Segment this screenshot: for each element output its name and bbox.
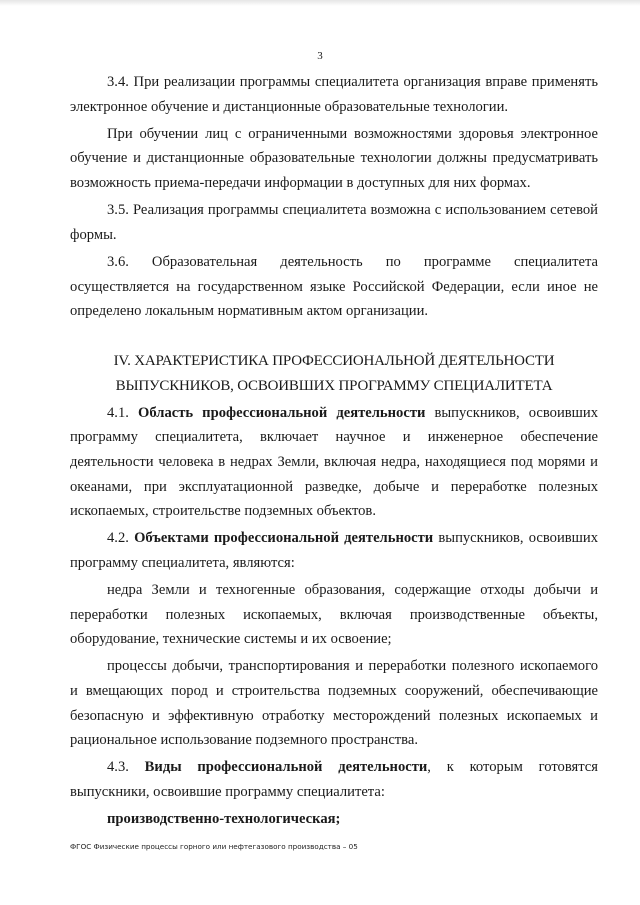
- paragraph-4-3: [70, 755, 598, 804]
- list-item-production: [70, 807, 598, 832]
- paragraph-4-2-term: Объектами профессиональной деятельности: [134, 530, 434, 547]
- paragraph-4-3-term: Виды профессиональной деятельности: [144, 759, 428, 776]
- activity-type-production: производственно-технологическая;: [107, 811, 341, 828]
- paragraph-4-3-text: , к которым готовятся выпускники, освоившие программу специалитета:: [70, 759, 598, 800]
- paragraph-3-5: 3.5. Реализация программы специалитета возможна с использованием сетевой формы.: [70, 202, 598, 243]
- list-item-subsoil: недра Земли и техногенные образования, содержащие отходы добычи и переработки полезных ископаемых, включая производственные объекты, оборудование, технические системы и их освоение;: [70, 582, 598, 648]
- paragraph-3-4-disabilities: При обучении лиц с ограниченными возможностями здоровья электронное обучение и дистанционные образовательные технологии должны предусматривать возможность приема-передачи информации в доступных для них формах.: [70, 125, 598, 191]
- paragraph-4-1-text: выпускников, освоивших программу специалитета, включает научное и инженерное обеспечение деятельности человека в недрах Земли, включая недра, находящиеся под морями и океанами, при эксплуатационной разведке, добыче и переработке полезных ископаемых, строительстве подземных объектов.: [70, 404, 598, 520]
- page-number: 3: [317, 50, 323, 62]
- document-body: [70, 70, 598, 834]
- paragraph-4-2-text: выпускников, освоивших программу специалитета, являются:: [70, 530, 598, 571]
- paragraph-4-2-number: 4.2.: [107, 530, 129, 547]
- section-title-line-1: IV. ХАРАКТЕРИСТИКА ПРОФЕССИОНАЛЬНОЙ ДЕЯТЕЛЬНОСТИ: [113, 352, 555, 369]
- section-title-line-2: ВЫПУСКНИКОВ, ОСВОИВШИХ ПРОГРАММУ СПЕЦИАЛИТЕТА: [115, 377, 553, 394]
- paragraph-3-4: 3.4. При реализации программы специалитета организация вправе применять электронное обучение и дистанционные образовательные технологии.: [70, 74, 598, 115]
- paragraph-4-1: [70, 401, 598, 524]
- scan-top-edge: [0, 0, 640, 6]
- paragraph-3-6: 3.6. Образовательная деятельность по программе специалитета осуществляется на государственном языке Российской Федерации, если иное не определено локальным нормативным актом организации.: [70, 253, 598, 320]
- paragraph-4-3-number: 4.3.: [107, 759, 129, 776]
- paragraph-4-2: [70, 526, 598, 575]
- list-item-processes: процессы добычи, транспортирования и переработки полезного ископаемого и вмещающих пород и строительства подземных сооружений, обеспечивающие безопасную и эффективную отработку месторождений полезных ископаемых и рациональное использование подземного пространства.: [70, 658, 598, 749]
- paragraph-4-1-number: 4.1.: [107, 404, 129, 421]
- paragraph-4-1-term: Область профессиональной деятельности: [137, 404, 426, 421]
- section-title: [70, 349, 598, 399]
- footer-doc-id: ФГОС Физические процессы горного или нефтегазового производства – 05: [70, 842, 358, 851]
